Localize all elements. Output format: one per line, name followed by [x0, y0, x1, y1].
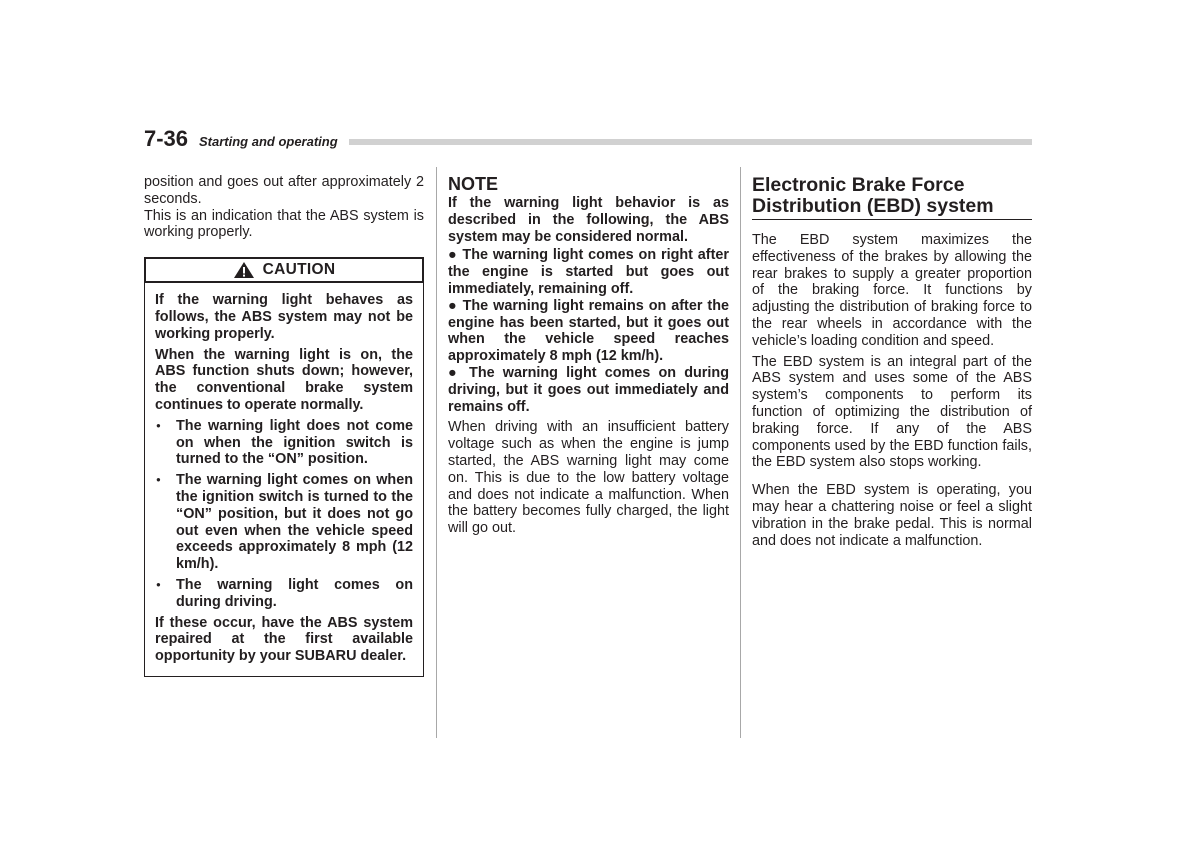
caution-header — [144, 257, 424, 283]
caution-paragraph: When the warning light is on, the ABS function shuts down; however, the conventional brake system continues to operate normally. — [155, 346, 413, 413]
ebd-paragraph: When the EBD system is operating, you may hear a chattering noise or feel a slight vibration in the brake pedal. This is normal and does not indicate a malfunction. — [752, 482, 1032, 549]
column-divider-right — [740, 167, 741, 738]
note-bullet: ● The warning light comes on right after the engine is started but goes out immediately, remaining off. — [448, 247, 729, 297]
ebd-paragraph: The EBD system is an integral part of the ABS system and uses some of the ABS system’s components to perform its function of optimizing the distribution of braking force. If any of the ABS components used by the EBD function fails, the EBD system also stops working. — [752, 353, 1032, 471]
caution-closing: If these occur, have the ABS system repaired at the first available opportunity by your SUBARU dealer. — [155, 614, 413, 665]
caution-title: CAUTION — [262, 260, 336, 278]
column-middle — [448, 174, 729, 537]
page-number: 7-36 — [144, 126, 189, 151]
page-header — [144, 126, 1032, 150]
caution-intro: If the warning light behaves as follows, the ABS system may not be working properly. — [155, 292, 413, 342]
battery-paragraph: When driving with an insufficient battery voltage such as when the engine is jump started, the ABS warning light may come on. This is due to the low battery voltage and does not indicate a malfunction. When the battery becomes fully charged, the light will go out. — [448, 419, 729, 537]
caution-bullet: ● The warning light comes on when the ignition switch is turned to the “ON” position, but it does not go out even when the vehicle speed exceeds approximately 8 mph (12 km/h). — [155, 472, 413, 573]
ebd-heading: Electronic Brake Force Distribution (EBD) system — [752, 175, 1032, 220]
header-rule — [349, 139, 1032, 145]
note-bullet: ● The warning light comes on during driving, but it goes out immediately and remains off. — [448, 364, 729, 415]
column-right — [752, 174, 1032, 549]
note-title: NOTE — [448, 174, 499, 194]
caution-bullet: ● The warning light does not come on when the ignition switch is turned to the “ON” position. — [155, 418, 413, 468]
caution-bullet: ● The warning light comes on during driving. — [155, 577, 413, 611]
column-divider-left — [436, 167, 437, 738]
caution-box — [144, 283, 424, 677]
ebd-paragraph: The EBD system maximizes the effectiveness of the brakes by allowing the rear brakes to supply a greater proportion of the braking force. It functions by adjusting the distribution of braking force to the rear wheels in accordance with the vehicle’s loading condition and speed. — [752, 232, 1032, 349]
note-intro: If the warning light behavior is as described in the following, the ABS system may be considered normal. — [448, 195, 729, 245]
abs-working-paragraph: This is an indication that the ABS system is working properly. — [144, 207, 424, 241]
warning-triangle-icon — [233, 261, 255, 279]
note-bullet: ● The warning light remains on after the engine has been started, but it goes out when the vehicle speed reaches approximately 8 mph (12 km/h). — [448, 297, 729, 365]
column-left — [144, 174, 424, 677]
continued-paragraph: position and goes out after approximately 2 seconds. — [144, 174, 424, 207]
section-title: Starting and operating — [199, 134, 338, 149]
